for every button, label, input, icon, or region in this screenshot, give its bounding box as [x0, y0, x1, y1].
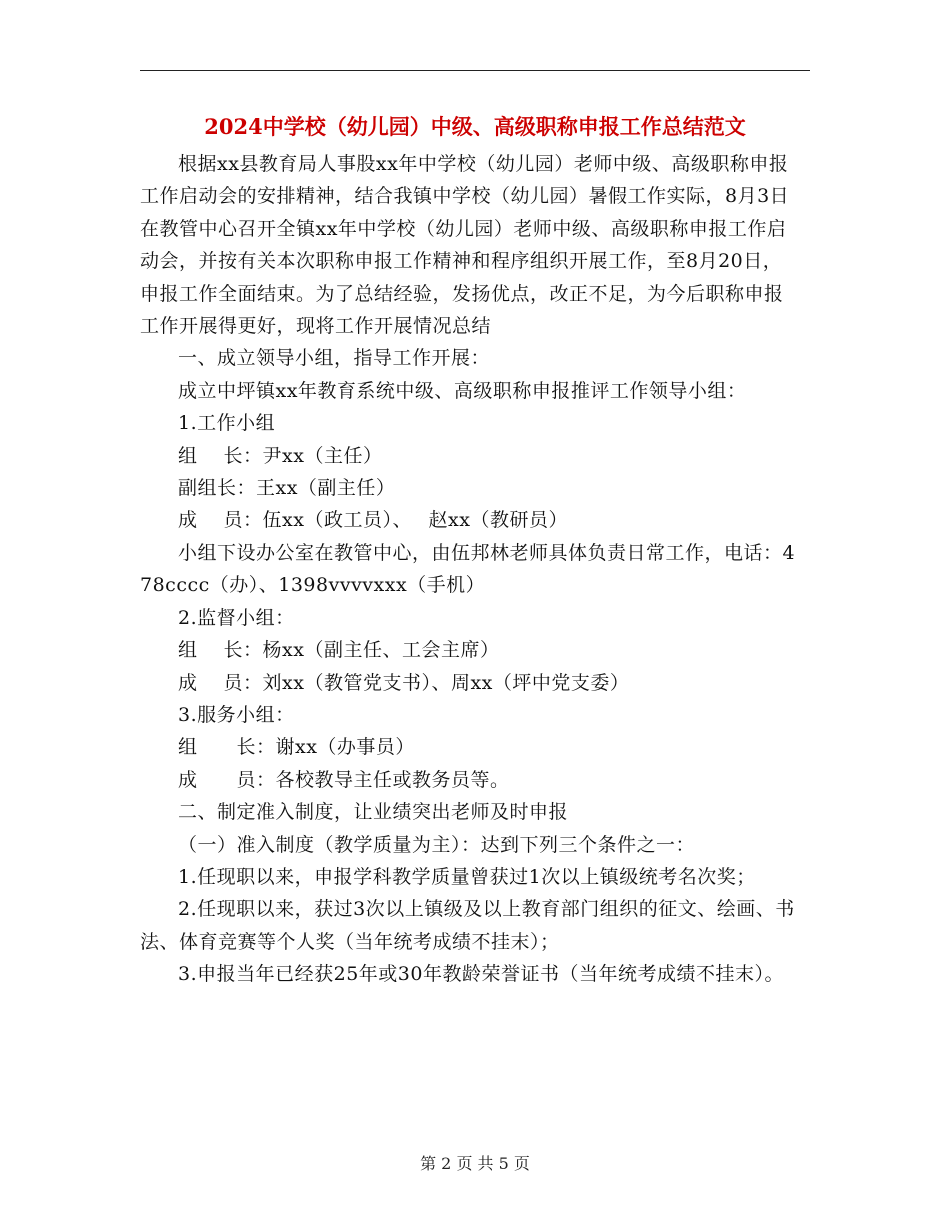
- paragraph-intro: 根据xx县教育局人事股xx年中学校（幼儿园）老师中级、高级职称申报工作启动会的安排精神，结合我镇中学校（幼儿园）暑假工作实际，8月3日在教管中心召开全镇xx年中学校（幼儿园）老师中级、高级职称申报工作启动会，并按有关本次职称申报工作精神和程序组织开展工作，至8月20日，申报工作全面结束。为了总结经验，发扬优点，改正不足，为今后职称申报工作开展得更好，现将工作开展情况总结: [140, 153, 790, 338]
- header-rule: [140, 70, 810, 71]
- paragraph-work-group-deputy: 副组长：王xx（副主任）: [178, 477, 396, 500]
- paragraph-condition-2: 2.任现职以来，获过3次以上镇级及以上教育部门组织的征文、绘画、书法、体育竞赛等个人奖（当年统考成绩不挂末）；: [140, 898, 795, 953]
- paragraph-leadership-group: 成立中坪镇xx年教育系统中级、高级职称申报推评工作领导小组：: [178, 379, 747, 402]
- paragraph-work-group-leader: 组 长：尹xx（主任）: [178, 444, 383, 467]
- paragraph-work-group-members: 成 员：伍xx（政工员）、 赵xx（教研员）: [178, 509, 568, 532]
- paragraph-section-2-heading: 二、制定准入制度，让业绩突出老师及时申报: [178, 801, 569, 824]
- paragraph-office-contact: 小组下设办公室在教管中心，由伍邦林老师具体负责日常工作，电话：478cccc（办）、1398vvvvxxx（手机）: [140, 541, 796, 597]
- paragraph-supervision-heading: 2.监督小组：: [178, 606, 295, 629]
- paragraph-supervision-members: 成 员：刘xx（教管党支书）、周xx（坪中党支委）: [178, 671, 630, 694]
- paragraph-service-leader: 组 长：谢xx（办事员）: [178, 736, 415, 759]
- paragraph-work-group-heading: 1.工作小组: [178, 412, 276, 435]
- paragraph-supervision-leader: 组 长：杨xx（副主任、工会主席）: [178, 639, 500, 662]
- document-title: 2024中学校（幼儿园）中级、高级职称申报工作总结范文: [204, 114, 746, 139]
- paragraph-service-heading: 3.服务小组：: [178, 703, 295, 726]
- paragraph-section-1-heading: 一、成立领导小组，指导工作开展：: [178, 347, 491, 370]
- paragraph-admission-rules: （一）准入制度（教学质量为主）：达到下列三个条件之一：: [178, 833, 696, 856]
- paragraph-condition-1: 1.任现职以来，申报学科教学质量曾获过1次以上镇级统考名次奖；: [178, 865, 756, 888]
- page-indicator: 第 2 页 共 5 页: [420, 1154, 530, 1173]
- document-body: [140, 148, 800, 991]
- paragraph-condition-3: 3.申报当年已经获25年或30年教龄荣誉证书（当年统考成绩不挂末）。: [178, 963, 784, 986]
- paragraph-service-members: 成 员：各校教导主任或教务员等。: [178, 768, 510, 791]
